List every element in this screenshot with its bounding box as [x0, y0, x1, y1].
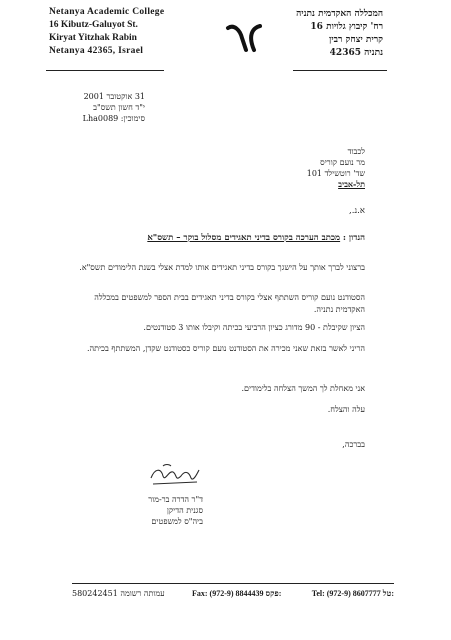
fax-label-he: פקס:: [265, 589, 282, 598]
reference-number: סימוכין: Lha0089: [82, 114, 145, 123]
footer-rule: [72, 583, 394, 584]
tel-label-he: טל:: [382, 589, 394, 598]
recipient-line-1: לכבוד: [347, 147, 365, 156]
letterhead-english: [49, 6, 199, 58]
closing-greeting: בברכה,: [342, 440, 365, 449]
letterhead-hebrew: [253, 8, 383, 60]
recipient-name: מר נועם קוריס: [320, 158, 365, 167]
subject-text: מכתב הערכה בקורס בדיני תאגידים מסלול בוקר – תשס"א: [147, 233, 341, 243]
paragraph-4: הריני לאשר בזאת שאני מכירה את הסטודנט נועם קוריס כסטודנט שקדן, המשתתף בכיתה.: [86, 344, 365, 353]
college-name-he: המכללה האקדמית נתניה: [296, 9, 383, 19]
handwritten-signature: [145, 460, 203, 490]
paragraph-5: אני מאחלת לך המשך הצלחה בלימודים.: [241, 384, 365, 393]
subject-line: [65, 232, 365, 243]
signer-department: ביה"ס למשפטים: [151, 517, 203, 526]
street-en: 16 Kibutz-Galuyot St.: [49, 20, 138, 30]
paragraph-3: הציון שקיבלת - 90 מדורג כציון הרביעי בכיתה וקיבלו אותו 3 סטודנטים.: [143, 323, 365, 332]
city-en: Netanya 42365, Israel: [49, 46, 144, 56]
registration-number: עמותה רשומה 580242451: [72, 589, 165, 598]
city-he: נתניה 42365: [329, 48, 383, 58]
campus-he: קרית יצחק רבין: [329, 35, 383, 45]
paragraph-6: עלה והצלח.: [327, 405, 365, 414]
recipient-block: [245, 146, 365, 190]
fax-label-en: Fax: (972-9) 8844439: [192, 589, 264, 598]
paragraph-1: ברצוני לברך אותך על הישגך בקורס בדיני תאגידים אותו למדת אצלי בשנת הלימודים תשס"א.: [79, 263, 365, 272]
signer-name: ד"ר הדרה בר-מור: [148, 495, 203, 504]
recipient-city: תל-אביב: [338, 179, 365, 189]
fax-number: [192, 589, 281, 598]
letter-date: 31 אוקטובר 2001: [83, 92, 145, 101]
date-block: [65, 91, 145, 124]
tel-label-en: Tel: (972-9) 8607777: [311, 589, 381, 598]
campus-en: Kiryat Yitzhak Rabin: [49, 33, 137, 43]
salutation: א.נ.,: [349, 206, 365, 216]
signer-title: סגנית הדיקן: [166, 506, 203, 515]
phone-number: [312, 589, 394, 598]
subject-label: הנדון :: [342, 233, 365, 243]
street-he: רח' קיבוץ גלויות 16: [310, 22, 383, 32]
paragraph-2: הסטודנט נועם קוריס השתתף אצלי בקורס בדיני תאגידים בבית הספר למשפטים במכללה האקדמית נתניה.: [94, 293, 365, 314]
header-rule-right: [293, 70, 387, 71]
header-rule-left: [46, 70, 164, 71]
recipient-street: שד' רוטשילד 101: [306, 169, 365, 178]
signer-block: [93, 494, 203, 527]
college-name-en: Netanya Academic College: [49, 7, 165, 17]
hebrew-date: י"ד חשון תשס"ב: [93, 103, 145, 112]
